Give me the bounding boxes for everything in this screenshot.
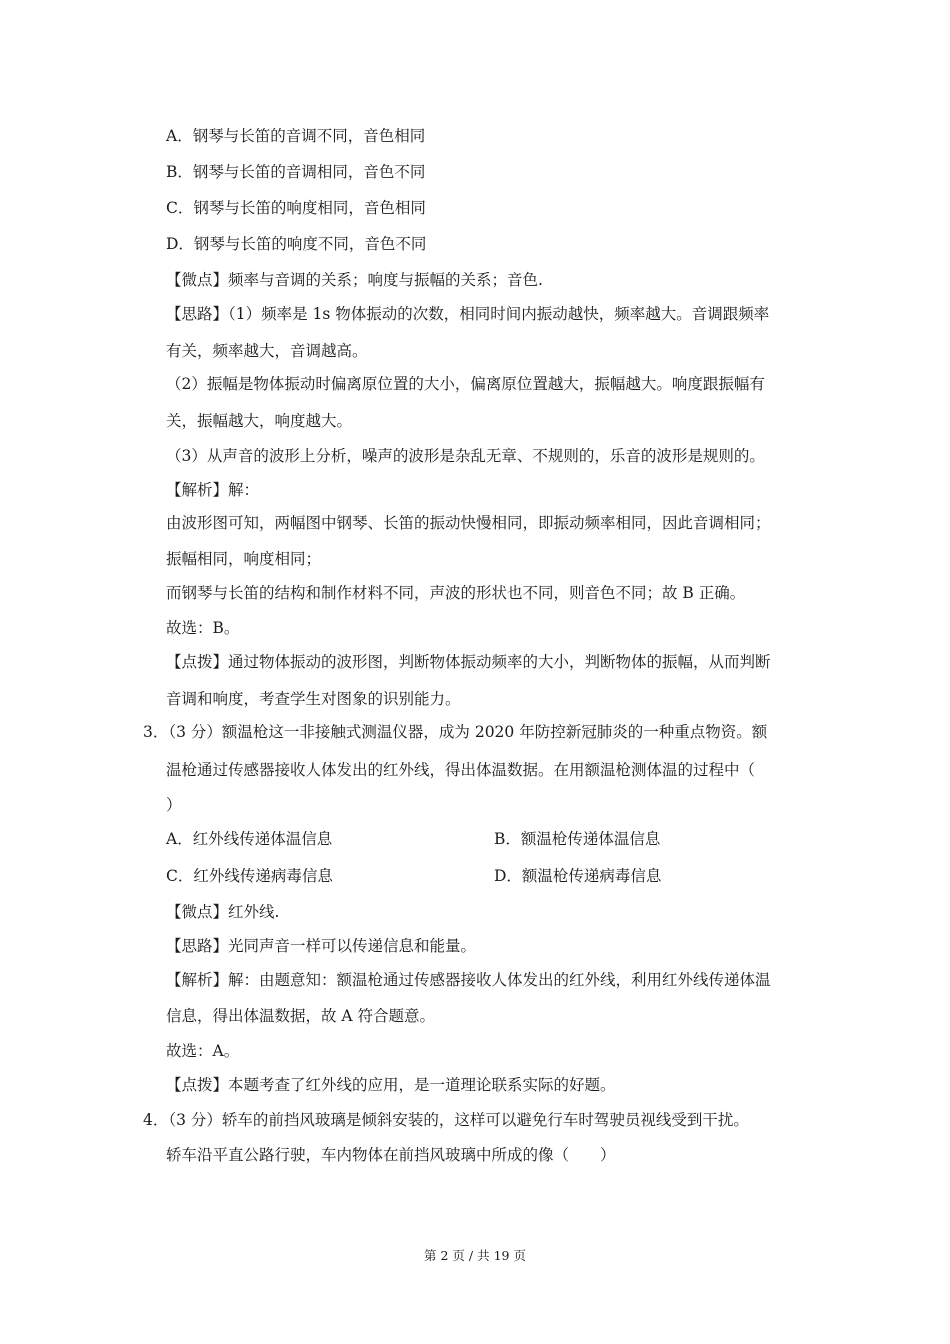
q3-stem-line-2: 温枪通过传感器接收人体发出的红外线，得出体温数据。在用额温枪测体温的过程中（ [166, 761, 756, 779]
q3-jiexi-line-1: 【解析】解：由题意知：额温枪通过传感器接收人体发出的红外线，利用红外线传递体温 [166, 971, 771, 989]
q3-silu: 【思路】光同声音一样可以传递信息和能量。 [166, 937, 477, 955]
q2-jiexi-line-3: 振幅相同，响度相同； [166, 550, 322, 568]
q2-option-d: D．钢琴与长笛的响度不同，音色不同 [166, 235, 427, 253]
q2-silu-line-5: （3）从声音的波形上分析，噪声的波形是杂乱无章、不规则的，乐音的波形是规则的。 [166, 447, 765, 465]
q2-silu-line-4: 关，振幅越大，响度越大。 [166, 412, 353, 430]
q2-silu-line-1: 【思路】（1）频率是 1s 物体振动的次数，相同时间内振动越快，频率越大。音调跟频率 [166, 305, 770, 323]
q3-jiexi-line-3: 故选：A。 [166, 1042, 240, 1060]
q3-jiexi-line-2: 信息，得出体温数据，故 A 符合题意。 [166, 1007, 436, 1025]
q3-weidian: 【微点】红外线. [166, 903, 280, 921]
page-number: 第 2 页 / 共 19 页 [424, 1248, 526, 1263]
q4-stem-line-1: 4．（3 分）轿车的前挡风玻璃是倾斜安装的，这样可以避免行车时驾驶员视线受到干扰。 [143, 1111, 749, 1129]
q2-jiexi-line-5: 故选：B。 [166, 619, 240, 637]
q2-dianbo-line-1: 【点拨】通过物体振动的波形图，判断物体振动频率的大小，判断物体的振幅，从而判断 [166, 653, 771, 671]
q3-dianbo: 【点拨】本题考查了红外线的应用，是一道理论联系实际的好题。 [166, 1076, 616, 1094]
q2-silu-line-2: 有关，频率越大，音调越高。 [166, 342, 368, 360]
q3-option-a: A．红外线传递体温信息 [166, 830, 333, 848]
q3-stem-line-3: ） [166, 796, 182, 814]
q4-stem-line-2: 轿车沿平直公路行驶，车内物体在前挡风玻璃中所成的像（ ） [166, 1146, 616, 1164]
q2-dianbo-line-2: 音调和响度，考查学生对图象的识别能力。 [166, 690, 461, 708]
q2-option-b: B．钢琴与长笛的音调相同，音色不同 [166, 163, 426, 181]
q2-silu-line-3: （2）振幅是物体振动时偏离原位置的大小，偏离原位置越大，振幅越大。响度跟振幅有 [166, 375, 765, 393]
q2-option-c: C．钢琴与长笛的响度相同，音色相同 [166, 199, 426, 217]
q2-jiexi-line-2: 由波形图可知，两幅图中钢琴、长笛的振动快慢相同，即振动频率相同，因此音调相同； [166, 514, 771, 532]
q2-jiexi-line-4: 而钢琴与长笛的结构和制作材料不同，声波的形状也不同，则音色不同；故 B 正确。 [166, 584, 746, 602]
q3-stem-line-1: 3．（3 分）额温枪这一非接触式测温仪器，成为 2020 年防控新冠肺炎的一种重点物资。额 [143, 723, 768, 741]
q2-jiexi-line-1: 【解析】解： [166, 481, 260, 499]
q3-option-d: D．额温枪传递病毒信息 [494, 867, 662, 885]
q2-option-a: A．钢琴与长笛的音调不同，音色相同 [166, 127, 426, 145]
q2-weidian: 【微点】频率与音调的关系；响度与振幅的关系；音色. [166, 271, 543, 289]
q3-option-c: C．红外线传递病毒信息 [166, 867, 333, 885]
q3-option-b: B．额温枪传递体温信息 [494, 830, 661, 848]
